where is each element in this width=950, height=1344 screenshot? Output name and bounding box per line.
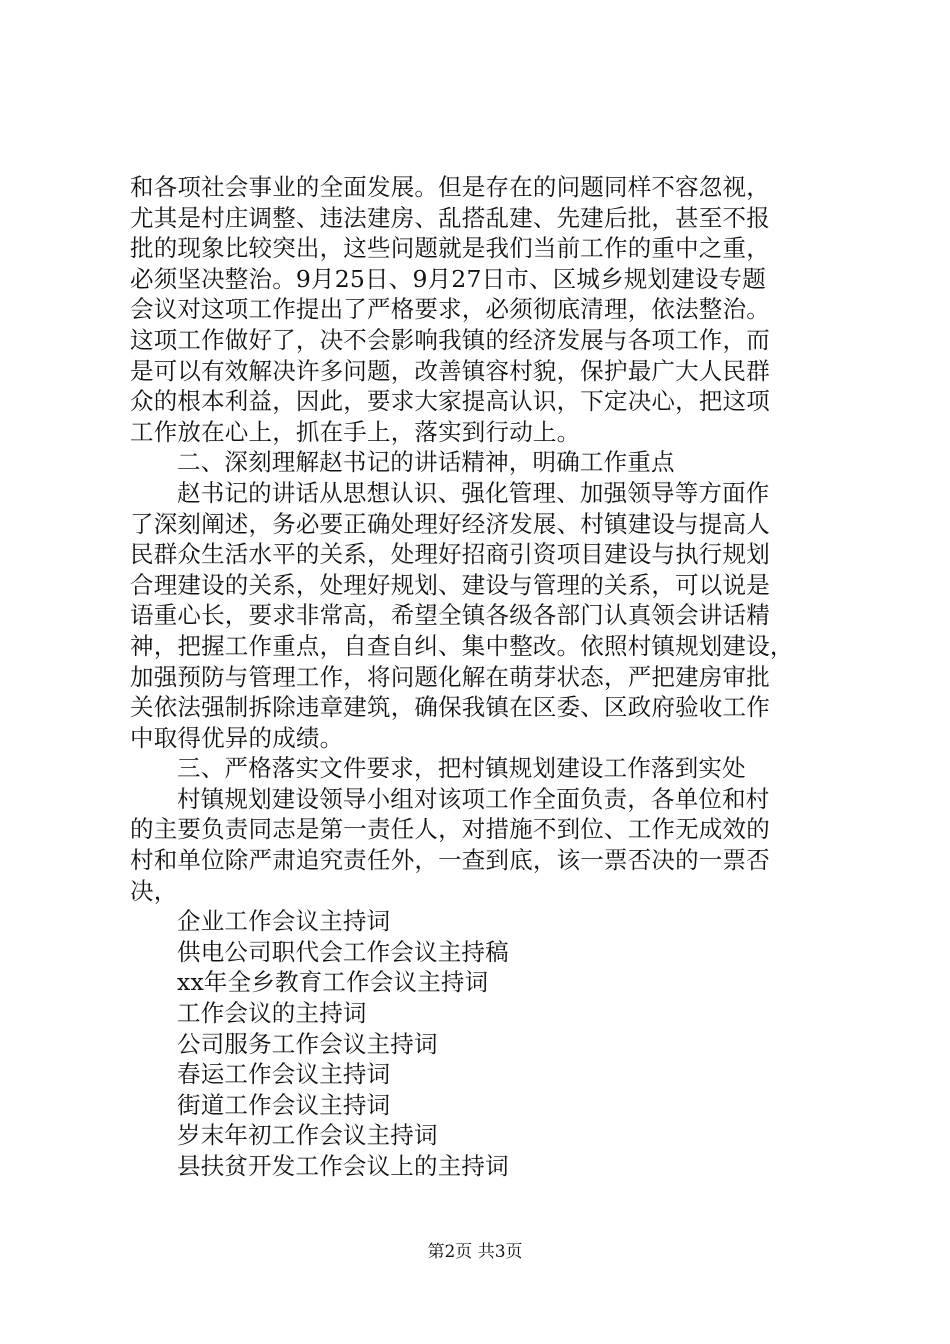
text-line: 工作放在心上，抓在手上，落实到行动上。 <box>130 417 581 446</box>
text-line: 企业工作会议主持词 <box>177 907 391 936</box>
text-line: xx年全乡教育工作会议主持词 <box>177 968 489 997</box>
text-line: 公司服务工作会议主持词 <box>177 1029 438 1058</box>
text-line: 批的现象比较突出，这些问题就是我们当前工作的重中之重， <box>130 234 770 263</box>
text-line: 了深刻阐述，务必要正确处理好经济发展、村镇建设与提高人 <box>130 509 770 538</box>
text-line: 供电公司职代会工作会议主持稿 <box>177 937 509 966</box>
text-line: 村镇规划建设领导小组对该项工作全面负责，各单位和村 <box>177 784 770 813</box>
text-line: 合理建设的关系，处理好规划、建设与管理的关系，可以说是 <box>130 570 770 599</box>
text-line: 街道工作会议主持词 <box>177 1090 391 1119</box>
text-line: 县扶贫开发工作会议上的主持词 <box>177 1152 509 1180</box>
text-line: 尤其是村庄调整、违法建房、乱搭乱建、先建后批，甚至不报 <box>130 203 770 232</box>
text-line: 必须坚决整治。9月25日、9月27日市、区城乡规划建设专题 <box>130 264 767 293</box>
text-line: 赵书记的讲话从思想认识、强化管理、加强领导等方面作 <box>177 478 770 507</box>
text-line: 工作会议的主持词 <box>177 999 367 1028</box>
text-line: 的主要负责同志是第一责任人，对措施不到位、工作无成效的 <box>130 815 770 844</box>
page-number-footer: 第2页 共3页 <box>427 1242 523 1262</box>
text-line: 春运工作会议主持词 <box>177 1060 391 1089</box>
text-line: 决， <box>130 876 178 905</box>
text-line: 会议对这项工作提出了严格要求，必须彻底清理，依法整治。 <box>130 295 770 324</box>
text-line: 和各项社会事业的全面发展。但是存在的问题同样不容忽视， <box>130 173 770 201</box>
text-line: 加强预防与管理工作，将问题化解在萌芽状态，严把建房审批 <box>130 662 770 691</box>
text-line: 民群众生活水平的关系，处理好招商引资项目建设与执行规划 <box>130 540 770 569</box>
text-line: 神，把握工作重点，自查自纠、集中整改。依照村镇规划建设， <box>130 631 794 660</box>
text-line: 这项工作做好了，决不会影响我镇的经济发展与各项工作，而 <box>130 325 770 354</box>
document-body <box>130 172 830 1182</box>
text-line: 语重心长，要求非常高，希望全镇各级各部门认真领会讲话精 <box>130 601 770 630</box>
text-line: 是可以有效解决许多问题，改善镇容村貌，保护最广大人民群 <box>130 356 770 385</box>
text-line: 关依法强制拆除违章建筑，确保我镇在区委、区政府验收工作 <box>130 693 770 722</box>
text-line: 三、严格落实文件要求，把村镇规划建设工作落到实处 <box>177 754 746 783</box>
text-line: 众的根本利益，因此，要求大家提高认识，下定决心，把这项 <box>130 387 770 416</box>
text-line: 二、深刻理解赵书记的讲话精神，明确工作重点 <box>177 448 675 477</box>
text-line: 岁末年初工作会议主持词 <box>177 1121 438 1150</box>
text-line: 村和单位除严肃追究责任外，一查到底，该一票否决的一票否 <box>130 846 770 875</box>
text-line: 中取得优异的成绩。 <box>130 723 344 752</box>
